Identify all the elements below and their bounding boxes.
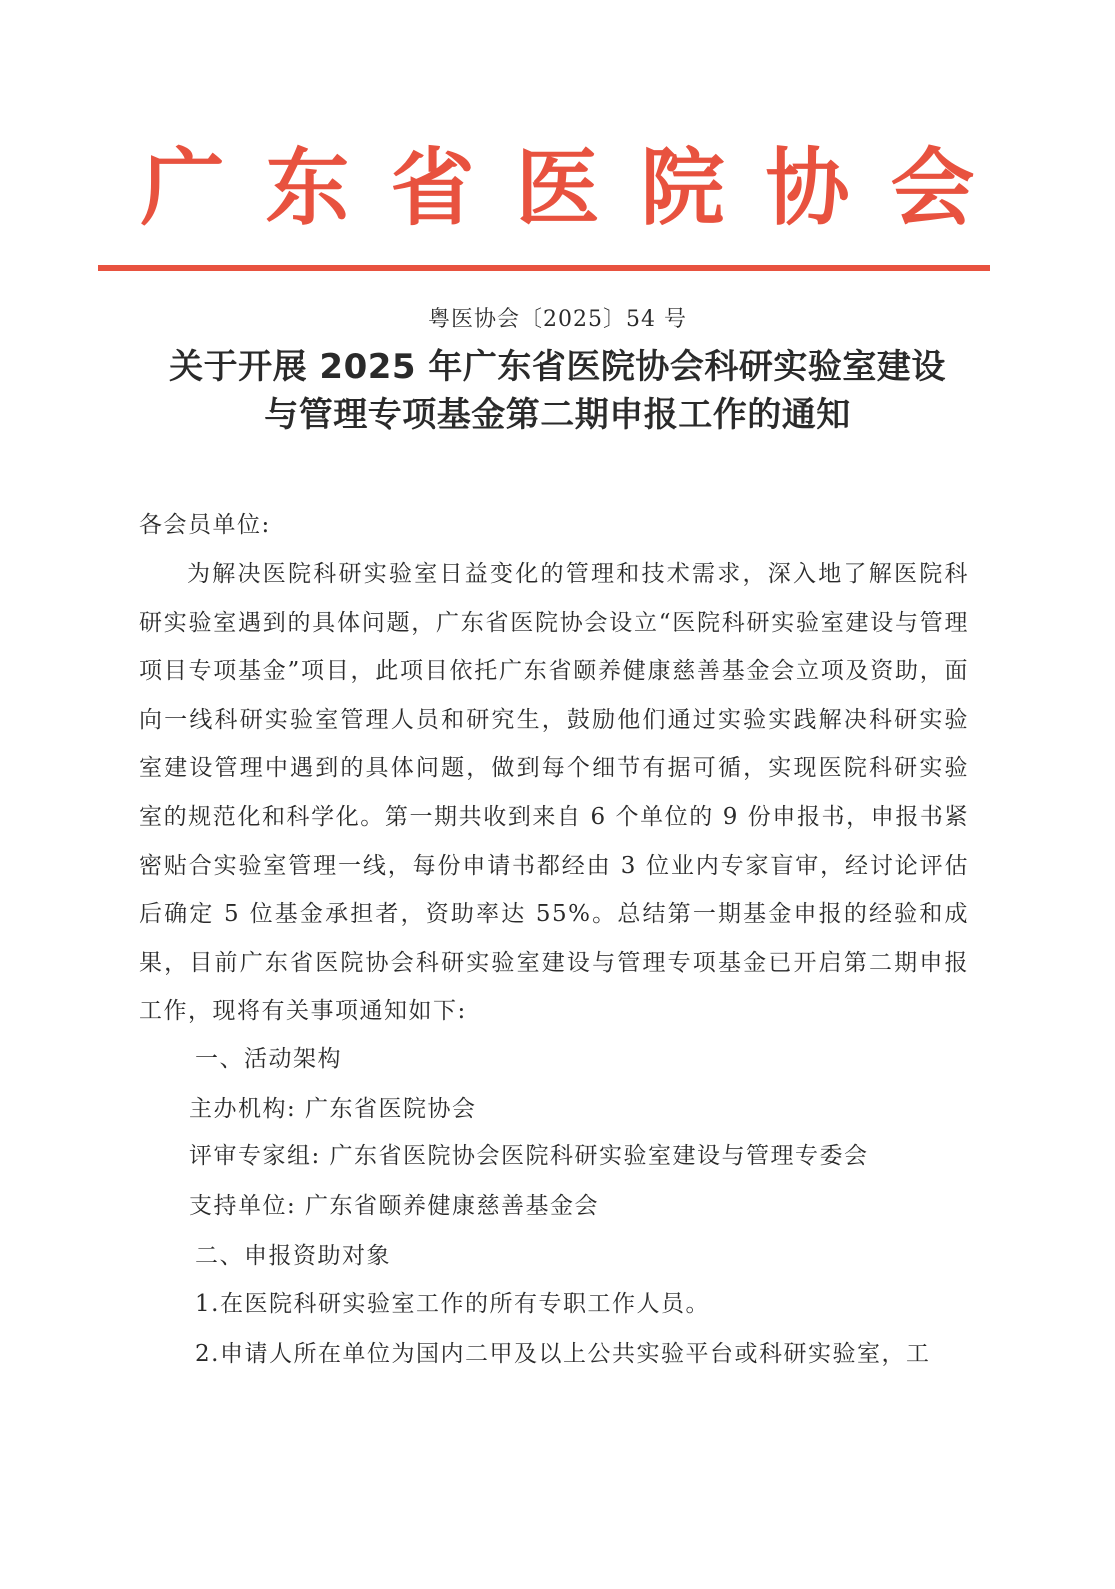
review-group-line: 评审专家组: 广东省医院协会医院科研实验室建设与管理专委会 (189, 1143, 869, 1169)
title-line-1: 关于开展 2025 年广东省医院协会科研实验室建设 (169, 347, 946, 387)
section-heading-2: 二、申报资助对象 (195, 1243, 391, 1269)
organizer-line: 主办机构: 广东省医院协会 (189, 1096, 477, 1122)
section-heading-1: 一、活动架构 (195, 1046, 342, 1072)
list-item-2: 2.申请人所在单位为国内二甲及以上公共实验平台或科研实验室，工 (195, 1341, 931, 1367)
intro-paragraph: 为解决医院科研实验室日益变化的管理和技术需求，深入地了解医院科研实验室遇到的具体问题，广东省医院协会设立“医院科研实验室建设与管理项目专项基金”项目，此项目依托广东省颐养健康慈善基金会立项及资助，面向一线科研实验室管理人员和研究生，鼓励他们通过实验实践解决科研实验室建设管理中遇到的具体问题，做到每个细节有据可循，实现医院科研实验室的规范化和科学化。第一期共收到来自 6 个单位的 9 份申报书，申报书紧密贴合实验室管理一线，每份申请书都经由 3 位业内专家盲审，经讨论评估后确定 5 位基金承担者，资助率达 55%。总结第一期基金申报的经验和成果，目前广东省医院协会科研实验室建设与管理专项基金已开启第二期申报工作，现将有关事项通知如下: (139, 561, 969, 1025)
red-divider-line (98, 265, 990, 271)
organization-header: 广东省医院协会 (140, 138, 1016, 237)
salutation: 各会员单位: (139, 512, 271, 538)
list-item-1: 1.在医院科研实验室工作的所有专职工作人员。 (195, 1291, 710, 1317)
supporter-line: 支持单位: 广东省颐养健康慈善基金会 (189, 1193, 600, 1219)
document-title (100, 343, 1015, 439)
document-number: 粤医协会〔2025〕54 号 (428, 307, 687, 332)
title-line-2: 与管理专项基金第二期申报工作的通知 (264, 395, 851, 435)
